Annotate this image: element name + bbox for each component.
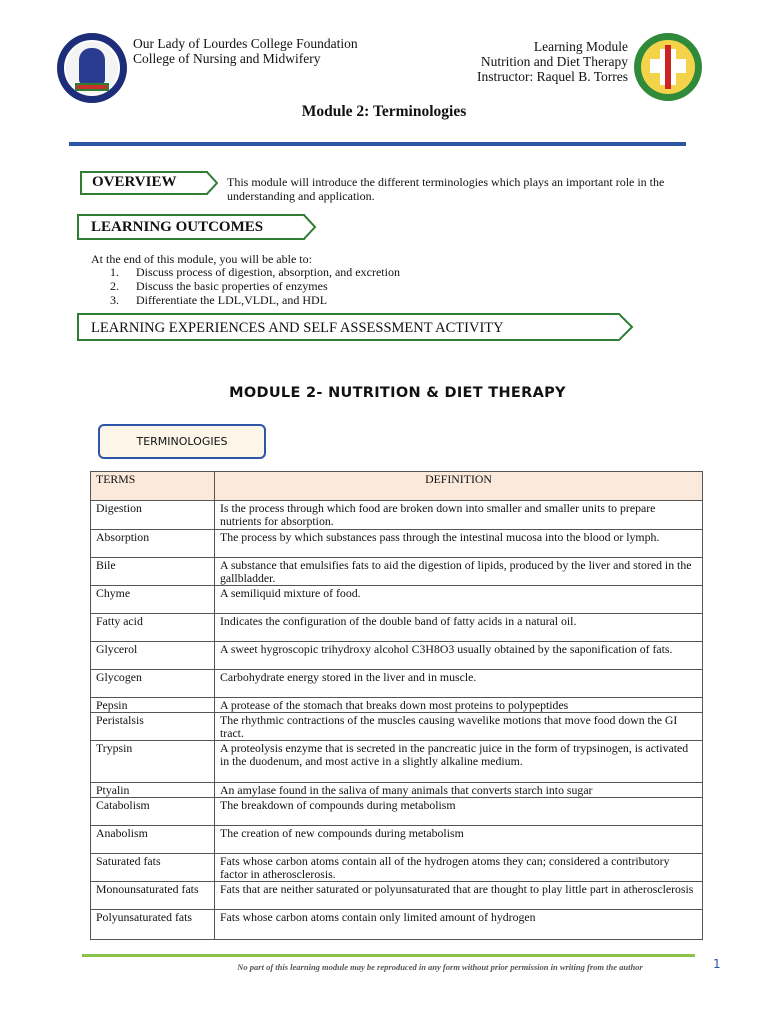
learning-outcomes-banner xyxy=(77,214,305,240)
table-header-row xyxy=(91,472,703,501)
overview-banner xyxy=(80,171,208,195)
outcomes-list xyxy=(110,265,400,307)
school-seal-logo xyxy=(57,33,127,103)
table-row: Ptyalin An amylase found in the saliva of many animals that converts starch into sugar xyxy=(91,783,703,798)
header-left xyxy=(133,36,358,66)
header-definition: DEFINITION xyxy=(215,472,703,501)
table-row: Anabolism The creation of new compounds during metabolism xyxy=(91,826,703,854)
learning-outcomes-arrow-icon xyxy=(303,214,317,240)
overview-arrow-icon xyxy=(206,171,218,195)
school-name: Our Lady of Lourdes College Foundation xyxy=(133,36,358,51)
title-divider xyxy=(69,142,686,146)
learning-experiences-banner xyxy=(77,313,620,341)
table-row: Fatty acid Indicates the configuration of the double band of fatty acids in a natural oil. xyxy=(91,614,703,642)
table-row: Trypsin A proteolysis enzyme that is secreted in the pancreatic juice in the form of trypsinogen, is activated in the duodenum, and most active in a slightly alkaline medium. xyxy=(91,741,703,783)
table-row: Saturated fats Fats whose carbon atoms contain all of the hydrogen atoms they can; considered a contributory factor in atherosclerosis. xyxy=(91,854,703,882)
list-item: 2. Discuss the basic properties of enzymes xyxy=(110,279,328,293)
college-nursing-logo xyxy=(634,33,702,101)
table-row: Glycerol A sweet hygroscopic trihydroxy alcohol C3H8O3 usually obtained by the saponification of fats. xyxy=(91,642,703,670)
table-row: Catabolism The breakdown of compounds during metabolism xyxy=(91,798,703,826)
list-item: 3. Differentiate the LDL,VLDL, and HDL xyxy=(110,293,328,307)
learning-outcomes-label: LEARNING OUTCOMES xyxy=(91,219,264,235)
footer-notice: No part of this learning module may be reproduced in any form without prior permission in writing from the author xyxy=(237,962,643,972)
instructor-name: Instructor: Raquel B. Torres xyxy=(476,69,628,84)
terminologies-tab xyxy=(98,424,266,459)
module-title: Module 2: Terminologies xyxy=(301,103,467,120)
table-row: Bile A substance that emulsifies fats to aid the digestion of lipids, produced by the liver and stored in the gallbladder. xyxy=(91,558,703,586)
learning-experiences-arrow-icon xyxy=(618,313,634,341)
page-number: 1 xyxy=(713,957,721,971)
learning-experiences-label: LEARNING EXPERIENCES AND SELF ASSESSMENT ACTIVITY xyxy=(91,320,504,336)
terminologies-label: TERMINOLOGIES xyxy=(136,435,228,448)
table-row: Monounsaturated fats Fats that are neither saturated or polyunsaturated that are thought to play little part in atherosclerosis xyxy=(91,882,703,910)
terminology-table xyxy=(90,471,703,940)
table-row: Peristalsis The rhythmic contractions of the muscles causing wavelike motions that move food down the GI tract. xyxy=(91,713,703,741)
overview-label: OVERVIEW xyxy=(92,174,177,190)
course-name: Nutrition and Diet Therapy xyxy=(480,54,628,69)
table-row: Glycogen Carbohydrate energy stored in the liver and in muscle. xyxy=(91,670,703,698)
table-row: Polyunsaturated fats Fats whose carbon atoms contain only limited amount of hydrogen xyxy=(91,910,703,940)
table-row: Pepsin A protease of the stomach that breaks down most proteins to polypeptides xyxy=(91,698,703,713)
table-row: Chyme A semiliquid mixture of food. xyxy=(91,586,703,614)
footer-divider xyxy=(82,954,695,957)
list-item: 1. Discuss process of digestion, absorption, and excretion xyxy=(110,265,400,279)
header-terms: TERMS xyxy=(91,472,215,501)
outcomes-intro: At the end of this module, you will be able to: xyxy=(91,252,312,266)
table-row: Digestion Is the process through which food are broken down into smaller and smaller units to prepare nutrients for absorption. xyxy=(91,501,703,530)
overview-text: This module will introduce the different terminologies which plays an important role in the understanding and application. xyxy=(227,175,665,203)
module-type: Learning Module xyxy=(533,39,628,54)
section-title: MODULE 2- NUTRITION & DIET THERAPY xyxy=(229,385,566,401)
college-name: College of Nursing and Midwifery xyxy=(133,51,321,66)
table-row: Absorption The process by which substances pass through the intestinal mucosa into the blood or lymph. xyxy=(91,530,703,558)
header-right xyxy=(477,39,628,84)
